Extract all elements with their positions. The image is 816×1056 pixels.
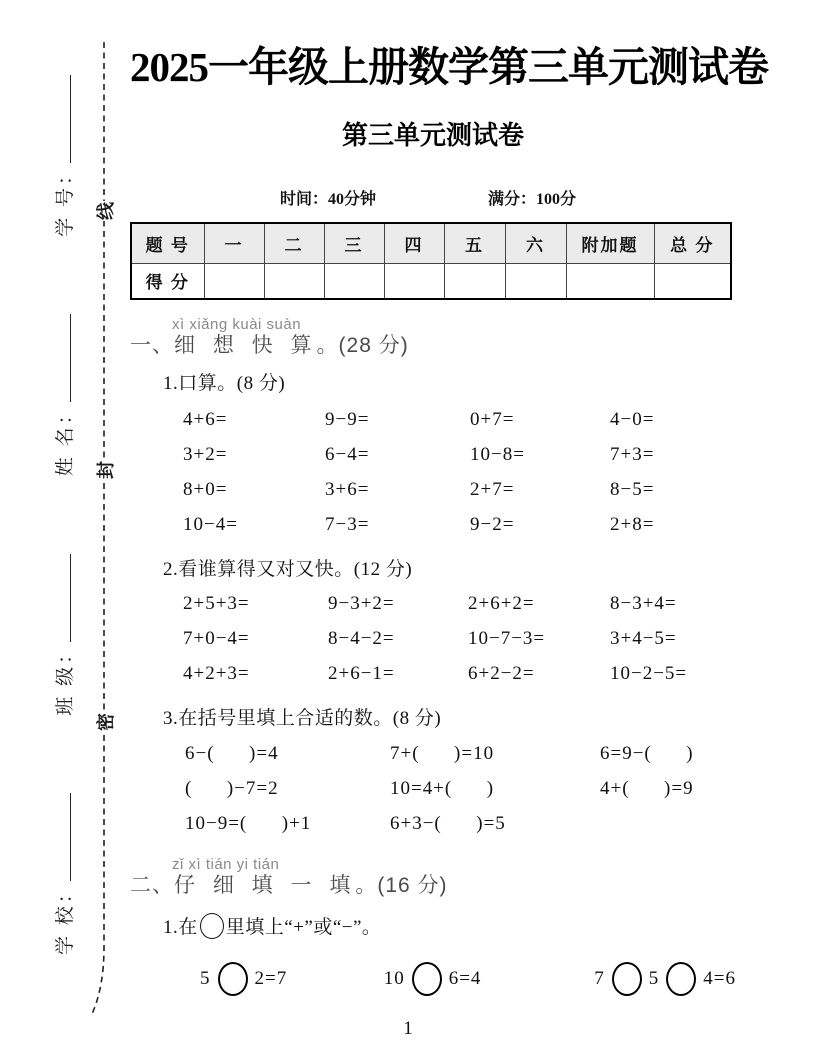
problem: 8−5= — [610, 479, 655, 501]
problem: 6−( )=4 — [185, 743, 279, 765]
subsection-1-1-label: 1.口算。(8 分) — [163, 373, 286, 395]
problem: 10=4+( ) — [390, 778, 495, 800]
problem: 10−9=( )+1 — [185, 813, 312, 835]
section-two-number: 二、 — [130, 874, 174, 898]
seal-char-mi: 密 — [90, 712, 120, 732]
seal-char-feng: 封 — [90, 460, 120, 480]
name-field-blank — [66, 314, 71, 402]
school-field — [50, 793, 77, 955]
problem: 6+2−2= — [468, 663, 535, 685]
student-number-field — [50, 75, 77, 237]
circle-icon — [218, 962, 248, 996]
class-field — [50, 554, 77, 716]
circle-icon — [412, 962, 442, 996]
fill-bracket-grid — [185, 739, 736, 844]
section-one-number: 一、 — [130, 334, 174, 358]
score-table — [130, 222, 732, 300]
score-cell — [444, 263, 505, 299]
score-cell — [384, 263, 444, 299]
header-cell-6: 六 — [505, 223, 566, 263]
header-cell-timu: 题 号 — [131, 223, 204, 263]
page-number: 1 — [403, 1018, 413, 1039]
score-table-score-row — [131, 263, 731, 299]
section-one-title: 细 想 快 算 — [174, 334, 313, 358]
problem: 10−7−3= — [468, 628, 546, 650]
problem: 9−2= — [470, 514, 515, 536]
problem: 7+3= — [610, 444, 655, 466]
operand: 5 — [200, 968, 211, 990]
seal-char-xian: 线 — [90, 201, 120, 221]
section-two-title: 仔 细 填 一 填 — [174, 874, 352, 898]
circle-icon — [666, 962, 696, 996]
exam-meta — [130, 190, 736, 210]
section-two-heading — [130, 873, 736, 899]
page-subtitle: 第三单元测试卷 — [341, 121, 524, 151]
score-cell — [505, 263, 566, 299]
header-cell-extra: 附加题 — [566, 223, 654, 263]
subsection-2-1-label — [163, 913, 736, 940]
header-cell-2: 二 — [264, 223, 324, 263]
problem: 4+2+3= — [183, 663, 250, 685]
operand: 6=4 — [448, 968, 482, 990]
circle-icon — [612, 962, 642, 996]
problem: 2+5+3= — [183, 593, 250, 615]
circle-problem — [594, 962, 736, 996]
problem: 0+7= — [470, 409, 515, 431]
problem: 10−2−5= — [610, 663, 688, 685]
problem: 4+6= — [183, 409, 228, 431]
problem: 6=9−( ) — [600, 743, 694, 765]
header-cell-total: 总 分 — [654, 223, 731, 263]
problem: 2+8= — [610, 514, 655, 536]
score-table-header-row — [131, 223, 731, 263]
section-one-pinyin: xì xiǎng kuài suàn — [172, 316, 302, 334]
header-cell-3: 三 — [324, 223, 384, 263]
problem: 3+4−5= — [610, 628, 677, 650]
problem: 2+6−1= — [328, 663, 395, 685]
circle-problems-row — [200, 962, 736, 996]
problem: 4+( )=9 — [600, 778, 694, 800]
section-two-pinyin: zǐ xì tián yi tián — [172, 856, 280, 874]
circle-problem — [200, 962, 351, 996]
problem: 8+0= — [183, 479, 228, 501]
circle-icon — [200, 913, 224, 939]
operand: 7 — [594, 968, 605, 990]
student-number-field-blank — [66, 75, 71, 163]
problem: 4−0= — [610, 409, 655, 431]
problem: 10−8= — [470, 444, 525, 466]
section-one-heading — [130, 333, 736, 359]
section-two-points: 。(16 分) — [355, 874, 448, 898]
operand: 10 — [383, 968, 405, 990]
score-cell — [654, 263, 731, 299]
problem: 7+( )=10 — [390, 743, 495, 765]
subsection-2-1-label-pre: 1.在 — [163, 917, 198, 939]
problem: 7−3= — [325, 514, 370, 536]
name-field-label: 姓 名： — [55, 402, 76, 477]
header-cell-5: 五 — [444, 223, 505, 263]
score-cell — [566, 263, 654, 299]
class-field-blank — [66, 554, 71, 642]
school-field-blank — [66, 793, 71, 881]
operand: 4=6 — [703, 968, 736, 990]
score-cell — [264, 263, 324, 299]
score-cell — [204, 263, 264, 299]
problem: 8−4−2= — [328, 628, 395, 650]
full-score-label: 满分：100分 — [488, 191, 577, 209]
operand: 5 — [648, 968, 660, 990]
subsection-1-2-label: 2.看谁算得又对又快。(12 分) — [163, 559, 413, 581]
header-cell-4: 四 — [384, 223, 444, 263]
problem: 3+6= — [325, 479, 370, 501]
problem: 10−4= — [183, 514, 238, 536]
problem: 9−3+2= — [328, 593, 395, 615]
problem: 8−3+4= — [610, 593, 677, 615]
subsection-2-1-label-post: 里填上“+”或“−”。 — [225, 917, 382, 939]
speed-calculation-grid — [183, 589, 736, 694]
problem: 2+6+2= — [468, 593, 535, 615]
problem: 6+3−( )=5 — [390, 813, 506, 835]
section-one-points: 。(28 分) — [316, 334, 409, 358]
seal-dashed-line — [88, 42, 118, 1032]
student-number-field-label: 学 号： — [55, 163, 76, 237]
score-cell — [324, 263, 384, 299]
problem: 6−4= — [325, 444, 370, 466]
operand: 2=7 — [254, 968, 288, 990]
header-cell-1: 一 — [204, 223, 264, 263]
problem: 9−9= — [325, 409, 370, 431]
problem: ( )−7=2 — [185, 778, 279, 800]
subsection-1-3-label: 3.在括号里填上合适的数。(8 分) — [163, 708, 442, 730]
problem: 2+7= — [470, 479, 515, 501]
class-field-label: 班 级： — [55, 641, 76, 716]
main-content — [130, 0, 768, 996]
time-label: 时间：40分钟 — [280, 191, 377, 209]
score-row-label: 得 分 — [131, 263, 204, 299]
page-title: 2025一年级上册数学第三单元测试卷 — [130, 44, 768, 90]
name-field — [50, 314, 77, 476]
problem: 7+0−4= — [183, 628, 250, 650]
problem: 3+2= — [183, 444, 228, 466]
circle-problem — [384, 962, 558, 996]
school-field-label: 学 校： — [55, 881, 76, 955]
oral-calculation-grid — [183, 405, 736, 545]
